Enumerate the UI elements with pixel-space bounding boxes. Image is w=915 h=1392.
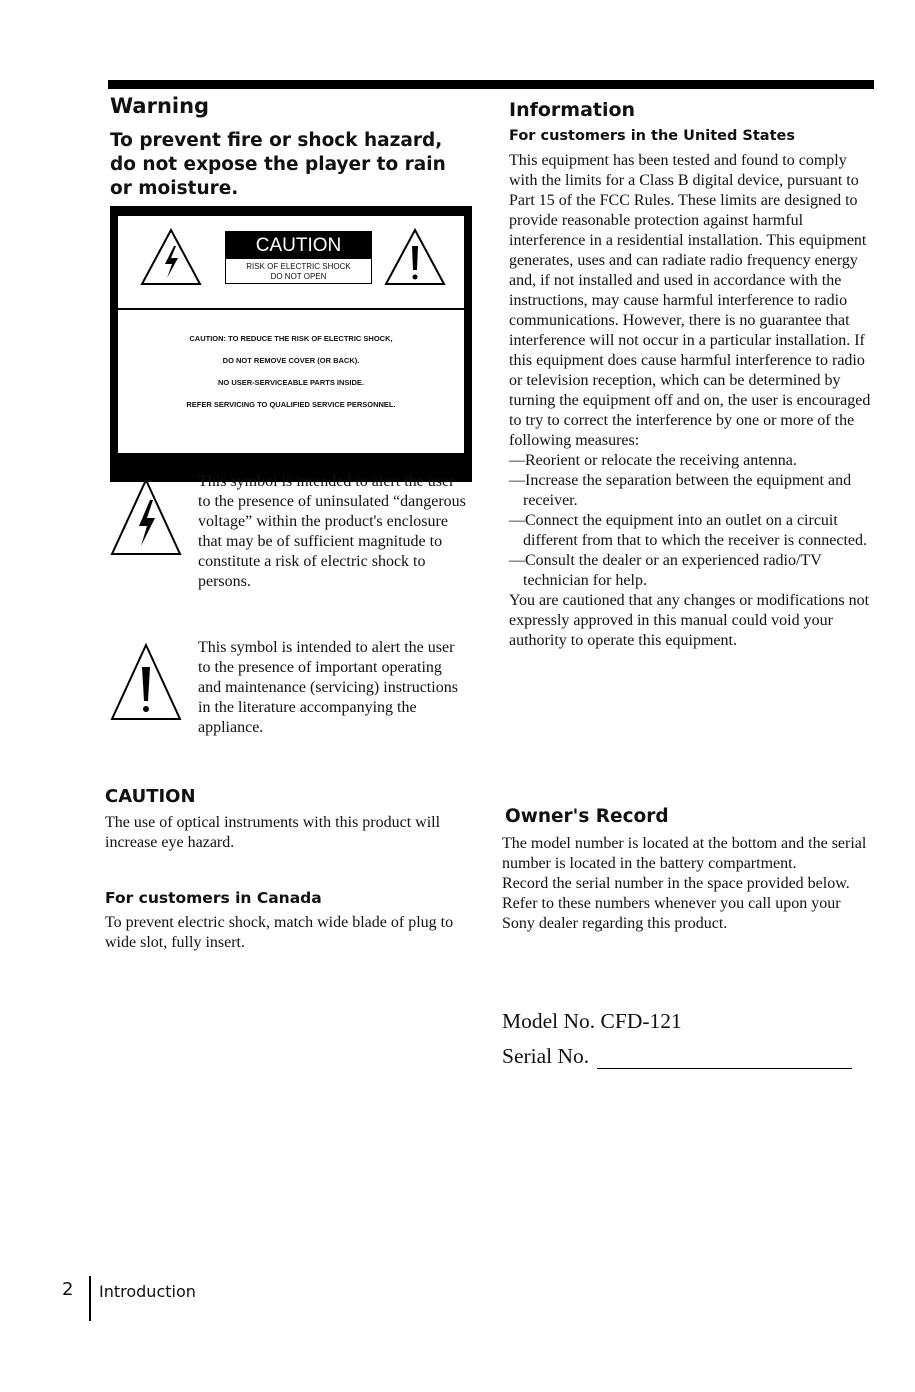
exclamation-symbol-text: This symbol is intended to alert the user to the presence of important operating and maintenance (servicing) instructions in the literature accompanying the appliance. <box>198 639 458 736</box>
warning-heading: Warning <box>110 94 210 118</box>
information-intro: This equipment has been tested and found to comply with the limits for a Class B digital device, pursuant to Part 15 of the FCC Rules. These limits are designed to provide reasonable protection against harmful interference in a residential installation. This equipment generates, uses and can radiate radio frequency energy and, if not installed and used in accordance with the instructions, may cause harmful interference to radio communications. However, there is no guarantee that interference will not occur in a particular installation. If this equipment does cause harmful interference to radio or television reception, which can be determined by turning the equipment off and on, the user is encouraged to try to correct the interference by one or more of the following measures: <box>509 152 871 449</box>
measure-item: —Reorient or relocate the receiving antenna. <box>509 452 797 469</box>
owners-record-body <box>502 834 874 934</box>
information-heading: Information <box>509 99 636 121</box>
information-body <box>509 151 871 651</box>
warning-subheading: To prevent fire or shock hazard, do not expose the player to rain or moisture. <box>110 130 446 199</box>
serial-number-line <box>597 1068 852 1069</box>
caution-label-graphic <box>110 206 472 482</box>
caution-label-upper <box>118 216 464 308</box>
page-number: 2 <box>62 1279 74 1300</box>
caution-plate-line1: RISK OF ELECTRIC SHOCK <box>246 262 351 271</box>
model-number: Model No. CFD-121 <box>502 1009 682 1033</box>
caution-plate <box>225 231 372 284</box>
measure-item: —Increase the separation between the equipment and receiver. <box>509 472 852 509</box>
caution-plate-line2: DO NOT OPEN <box>270 272 327 281</box>
section-name: Introduction <box>99 1282 196 1301</box>
owners-record-heading: Owner's Record <box>505 806 669 827</box>
lightning-triangle-icon <box>110 478 182 556</box>
caution-note-2: DO NOT REMOVE COVER (OR BACK). <box>222 356 360 365</box>
canada-body: To prevent electric shock, match wide blade of plug to wide slot, fully insert. <box>105 914 454 951</box>
caution-body: The use of optical instruments with this product will increase eye hazard. <box>105 814 441 851</box>
exclamation-triangle-icon <box>384 228 446 286</box>
top-rule <box>108 80 874 89</box>
exclamation-triangle-icon <box>110 643 182 721</box>
information-closing: You are cautioned that any changes or modifications not expressly approved in this manual could void your authority to operate this equipment. <box>509 592 870 649</box>
caution-note-1: CAUTION: TO REDUCE THE RISK OF ELECTRIC SHOCK, <box>189 334 393 343</box>
caution-heading: CAUTION <box>105 786 196 807</box>
caution-plate-head: CAUTION <box>226 232 371 259</box>
measure-item: —Consult the dealer or an experienced radio/TV technician for help. <box>509 552 822 589</box>
lightning-symbol-text: This symbol is intended to alert the user to the presence of uninsulated “dangerous voltage” within the product's enclosure that may be of sufficient magnitude to constitute a risk of electric shock to persons. <box>198 473 466 590</box>
footer-divider <box>89 1276 91 1321</box>
caution-label-lower <box>118 310 464 453</box>
caution-note-3: NO USER-SERVICEABLE PARTS INSIDE. <box>218 378 364 387</box>
owners-record-para-2: Record the serial number in the space provided below. Refer to these numbers whenever you call upon your Sony dealer regarding this product. <box>502 875 850 932</box>
owners-record-para-1: The model number is located at the bottom and the serial number is located in the battery compartment. <box>502 835 867 872</box>
information-subheading: For customers in the United States <box>509 128 795 144</box>
caution-note-4: REFER SERVICING TO QUALIFIED SERVICE PERSONNEL. <box>186 400 396 409</box>
measure-item: —Connect the equipment into an outlet on a circuit different from that to which the receiver is connected. <box>509 512 868 549</box>
serial-number-label: Serial No. <box>502 1044 590 1068</box>
canada-heading: For customers in Canada <box>105 889 322 907</box>
lightning-triangle-icon <box>140 228 202 286</box>
